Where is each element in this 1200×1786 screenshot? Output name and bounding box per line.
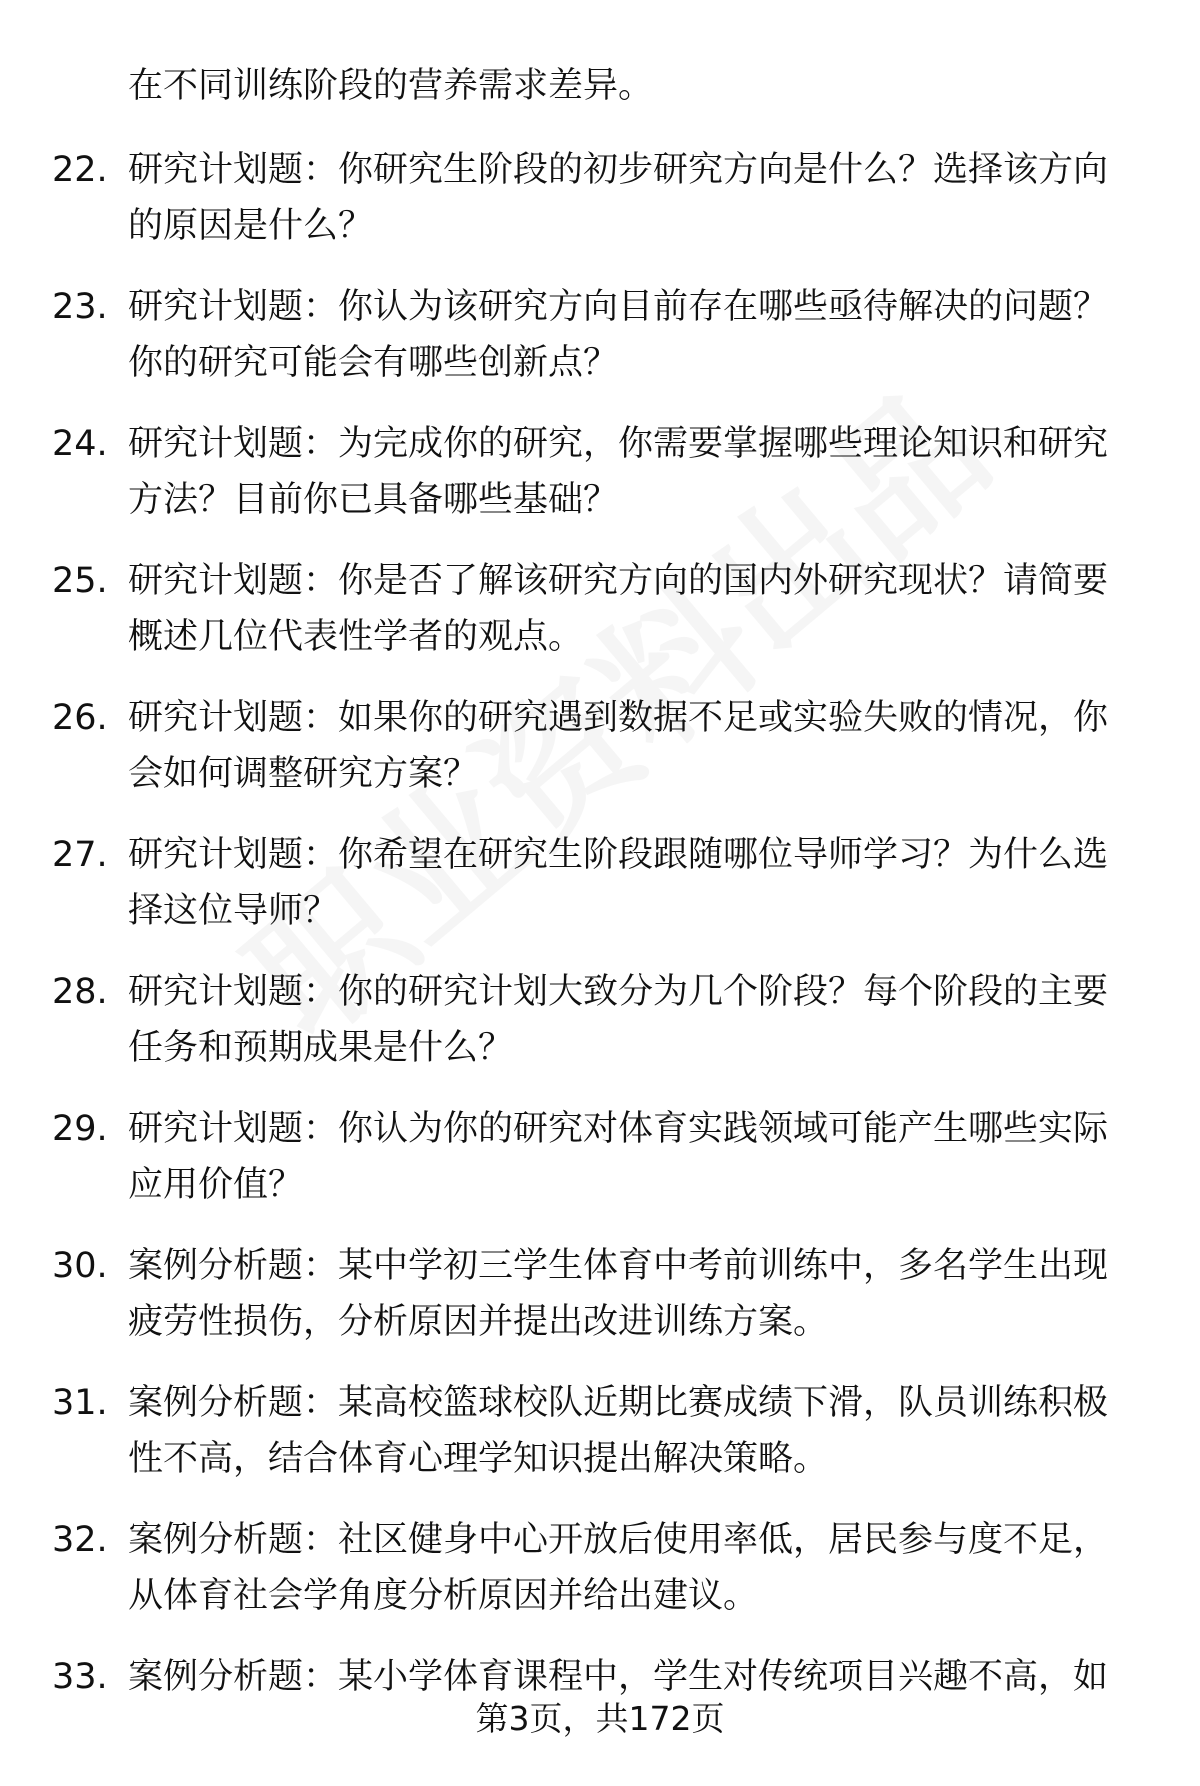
continuation-text: 在不同训练阶段的营养需求差异。 — [128, 66, 654, 106]
question-number: 26. — [52, 698, 108, 738]
question-number: 29. — [52, 1109, 108, 1149]
list-item — [0, 416, 1200, 528]
question-text: 研究计划题：你是否了解该研究方向的国内外研究现状？请简要概述几位代表性学者的观点。 — [128, 561, 1109, 657]
list-item — [0, 142, 1200, 254]
question-text: 案例分析题：某高校篮球校队近期比赛成绩下滑，队员训练积极性不高，结合体育心理学知识提出解决策略。 — [128, 1383, 1109, 1479]
question-text: 研究计划题：你希望在研究生阶段跟随哪位导师学习？为什么选择这位导师？ — [128, 835, 1109, 931]
question-text: 研究计划题：你认为你的研究对体育实践领域可能产生哪些实际应用价值？ — [128, 1109, 1109, 1205]
question-list — [0, 142, 1200, 1786]
question-text: 研究计划题：为完成你的研究，你需要掌握哪些理论知识和研究方法？目前你已具备哪些基础？ — [128, 424, 1109, 520]
question-number: 33. — [52, 1657, 108, 1697]
question-text: 研究计划题：你认为该研究方向目前存在哪些亟待解决的问题？你的研究可能会有哪些创新点？ — [128, 287, 1109, 383]
question-text: 案例分析题：社区健身中心开放后使用率低，居民参与度不足，从体育社会学角度分析原因并给出建议。 — [128, 1520, 1109, 1616]
question-number: 28. — [52, 972, 108, 1012]
list-item — [0, 1238, 1200, 1350]
question-number: 22. — [52, 150, 108, 190]
list-item — [0, 690, 1200, 802]
question-text: 案例分析题：某小学体育课程中，学生对传统项目兴趣不高，如 — [128, 1657, 1109, 1697]
question-number: 31. — [52, 1383, 108, 1423]
question-text: 研究计划题：你研究生阶段的初步研究方向是什么？选择该方向的原因是什么？ — [128, 150, 1109, 246]
list-item — [0, 964, 1200, 1076]
question-text: 研究计划题：你的研究计划大致分为几个阶段？每个阶段的主要任务和预期成果是什么？ — [128, 972, 1109, 1068]
question-number: 27. — [52, 835, 108, 875]
list-item — [0, 553, 1200, 665]
list-item — [0, 1101, 1200, 1213]
question-text: 案例分析题：某中学初三学生体育中考前训练中，多名学生出现疲劳性损伤，分析原因并提出改进训练方案。 — [128, 1246, 1109, 1342]
question-number: 30. — [52, 1246, 108, 1286]
list-item — [0, 1512, 1200, 1624]
list-item — [0, 1375, 1200, 1487]
question-number: 23. — [52, 287, 108, 327]
list-item — [0, 279, 1200, 391]
list-item — [0, 827, 1200, 939]
page-footer: 第3页，共172页 — [475, 1699, 725, 1738]
question-number: 32. — [52, 1520, 108, 1560]
question-number: 24. — [52, 424, 108, 464]
question-text: 研究计划题：如果你的研究遇到数据不足或实验失败的情况，你会如何调整研究方案？ — [128, 698, 1109, 794]
question-number: 25. — [52, 561, 108, 601]
